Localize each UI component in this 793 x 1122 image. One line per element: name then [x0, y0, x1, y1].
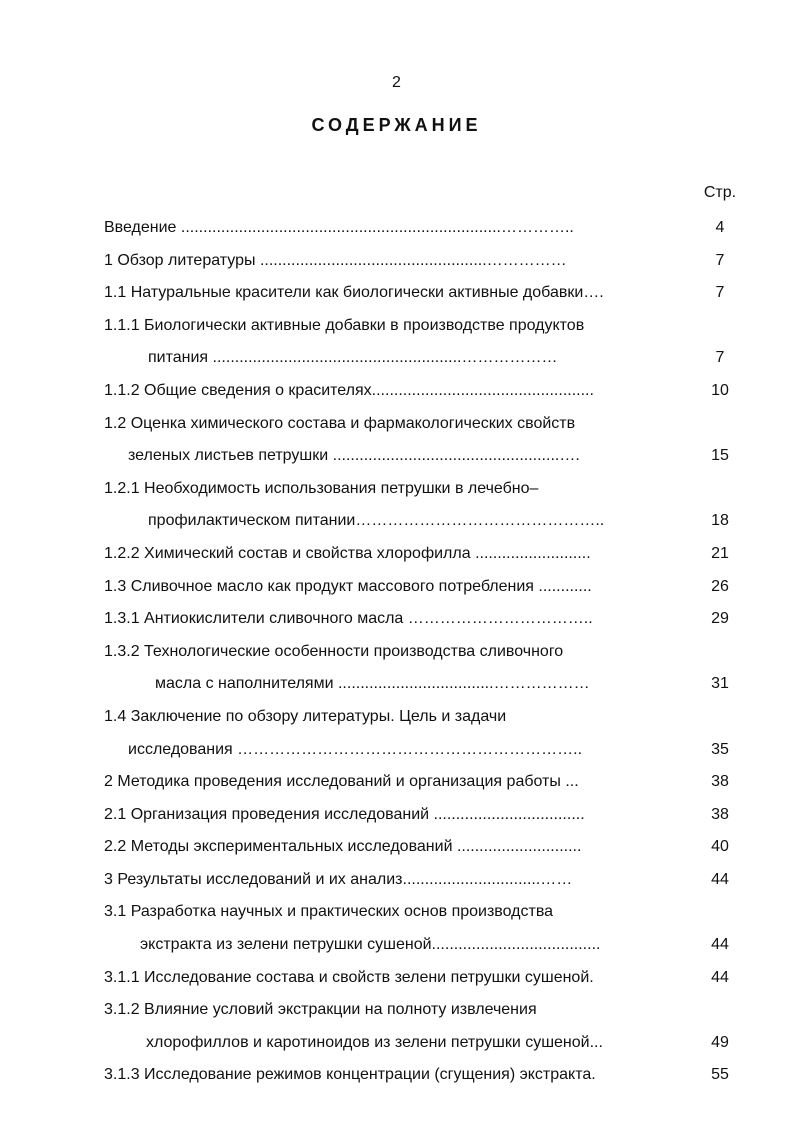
toc-entry-page: 15: [711, 447, 729, 465]
page-number: 2: [392, 74, 401, 91]
toc-line: [0, 342, 793, 375]
toc-entry-page: 40: [711, 838, 729, 856]
table-of-contents: [0, 212, 793, 1092]
toc-entry-text: 3.1 Разработка научных и практических основ производства: [104, 903, 554, 921]
toc-entry-text: 1.2 Оценка химического состава и фармакологических свойств: [104, 414, 576, 432]
toc-entry-text: 1 Обзор литературы ...................................................……………: [104, 251, 567, 269]
toc-entry-text: 1.1.1 Биологически активные добавки в производстве продуктов: [104, 316, 585, 334]
toc-entry-page: 10: [711, 381, 729, 399]
toc-entry-text: экстракта из зелени петрушки сушеной......................................: [140, 936, 601, 954]
toc-line: [0, 799, 793, 832]
toc-entry-text: 3.1.2 Влияние условий экстракции на полноту извлечения: [104, 1001, 537, 1019]
toc-line: [0, 831, 793, 864]
toc-entry-page: 31: [711, 675, 729, 693]
toc-entry-text: 1.2.1 Необходимость использования петрушки в лечебно–: [104, 479, 539, 497]
toc-entry-page: 18: [711, 512, 729, 530]
toc-line: [0, 701, 793, 734]
toc-line: [0, 473, 793, 506]
toc-line: [0, 505, 793, 538]
toc-entry-text: 1.3.2 Технологические особенности производства сливочного: [104, 642, 564, 660]
toc-entry-page: 7: [715, 251, 725, 269]
toc-line: [0, 929, 793, 962]
toc-line: [0, 408, 793, 441]
toc-entry-text: зеленых листьев петрушки ...................................................….: [128, 447, 580, 465]
toc-line: [0, 212, 793, 245]
toc-line: [0, 277, 793, 310]
toc-entry-text: 1.3 Сливочное масло как продукт массового потребления ............: [104, 577, 592, 595]
page-title: СОДЕРЖАНИЕ: [311, 115, 482, 135]
toc-entry-text: 1.1 Натуральные красители как биологически активные добавки….: [104, 284, 604, 302]
toc-entry-page: 55: [711, 1066, 729, 1084]
toc-entry-text: 1.3.1 Антиокислители сливочного масла ……………………………..: [104, 610, 593, 628]
toc-line: [0, 1059, 793, 1092]
toc-line: [0, 766, 793, 799]
page-column-header: Стр.: [703, 184, 737, 201]
toc-line: [0, 375, 793, 408]
toc-line: [0, 440, 793, 473]
toc-line: [0, 538, 793, 571]
toc-entry-page: 7: [715, 284, 725, 302]
toc-entry-page: 38: [711, 773, 729, 791]
toc-entry-page: 21: [711, 544, 729, 562]
toc-line: [0, 1027, 793, 1060]
toc-line: [0, 636, 793, 669]
toc-entry-text: 2 Методика проведения исследований и организация работы ...: [104, 773, 579, 791]
toc-entry-text: питания ........................................................………………: [148, 349, 558, 367]
toc-entry-text: 1.4 Заключение по обзору литературы. Цель и задачи: [104, 707, 507, 725]
toc-entry-text: 3.1.1 Исследование состава и свойств зелени петрушки сушеной.: [104, 968, 594, 986]
toc-entry-text: 1.1.2 Общие сведения о красителях..................................................: [104, 381, 594, 399]
toc-line: [0, 668, 793, 701]
toc-entry-page: 44: [711, 870, 729, 888]
toc-entry-text: Введение ........................................................................…………..: [104, 219, 574, 236]
toc-entry-page: 7: [715, 349, 725, 367]
toc-entry-page: 35: [711, 740, 729, 758]
toc-entry-text: исследования ………………………………………………………..: [128, 740, 583, 758]
toc-line: [0, 896, 793, 929]
toc-line: [0, 245, 793, 278]
toc-entry-page: 29: [711, 610, 729, 628]
toc-entry-page: 38: [711, 805, 729, 823]
toc-line: [0, 734, 793, 767]
toc-entry-text: 1.2.2 Химический состав и свойства хлорофилла ..........................: [104, 544, 591, 562]
toc-line: [0, 962, 793, 995]
toc-entry-text: профилактическом питании………………………………………..: [148, 512, 605, 530]
toc-entry-text: 3.1.3 Исследование режимов концентрации (сгущения) экстракта.: [104, 1066, 596, 1084]
toc-entry-page: 44: [711, 936, 729, 954]
toc-entry-page: 49: [711, 1033, 729, 1051]
toc-entry-text: 2.1 Организация проведения исследований ..................................: [104, 805, 585, 823]
toc-entry-page: 4: [715, 219, 725, 236]
toc-line: [0, 571, 793, 604]
toc-entry-text: масла с наполнителями ...................................………………: [155, 675, 590, 693]
toc-entry-text: 2.2 Методы экспериментальных исследований ............................: [104, 838, 582, 856]
toc-entry-page: 26: [711, 577, 729, 595]
toc-entry-text: 3 Результаты исследований и их анализ...............................……: [104, 870, 573, 888]
toc-line: [0, 310, 793, 343]
toc-line: [0, 603, 793, 636]
toc-line: [0, 864, 793, 897]
toc-entry-text: хлорофиллов и каротиноидов из зелени петрушки сушеной...: [146, 1033, 603, 1051]
toc-line: [0, 994, 793, 1027]
toc-entry-page: 44: [711, 968, 729, 986]
